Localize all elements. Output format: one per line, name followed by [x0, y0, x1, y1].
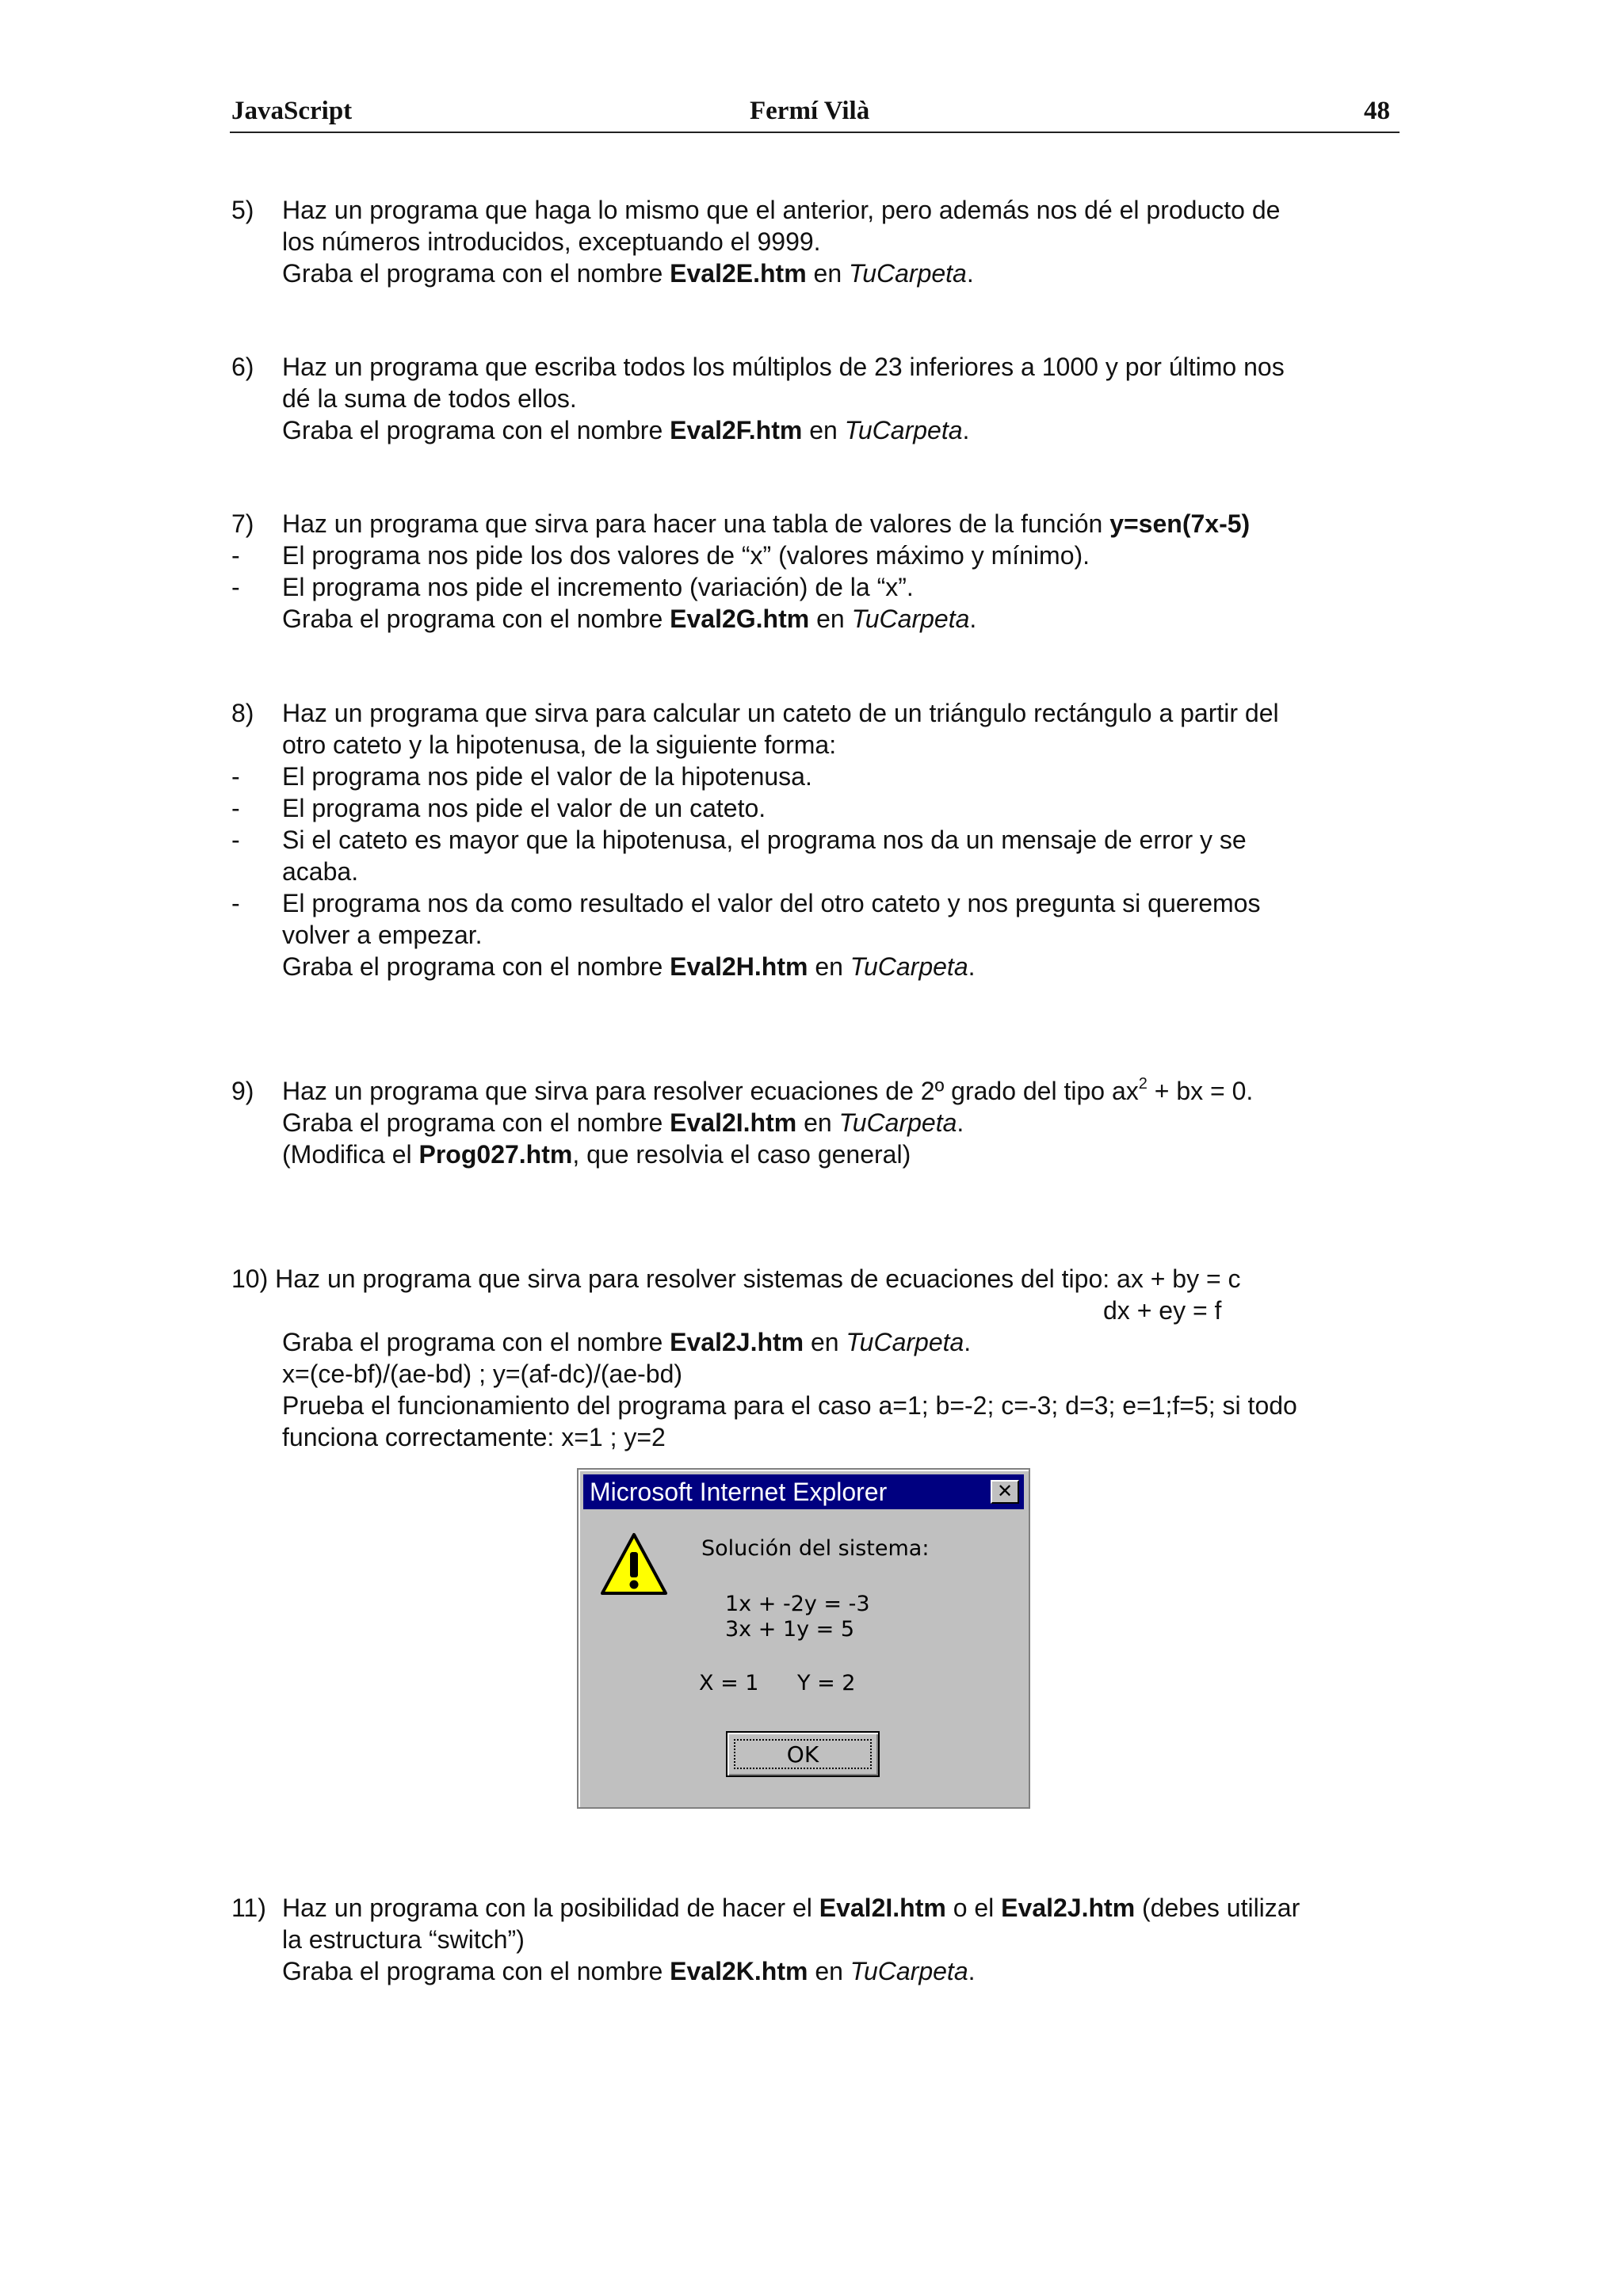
- item-text: otro cateto y la hipotenusa, de la siguiente forma:: [282, 730, 837, 759]
- file-name: Prog027.htm: [418, 1140, 573, 1169]
- exercise-6: [231, 351, 1404, 446]
- bullet-dash: -: [231, 762, 240, 791]
- item-text: los números introducidos, exceptuando el 9999.: [282, 227, 821, 256]
- item-text: la estructura “switch”): [282, 1925, 525, 1954]
- dialog-x-result: X = 1: [699, 1671, 759, 1695]
- item-text: 10) Haz un programa que sirva para resolver sistemas de ecuaciones del tipo: ax + by = c: [231, 1264, 1241, 1293]
- folder-name: TuCarpeta: [846, 1328, 964, 1356]
- dialog-y-result: Y = 2: [797, 1671, 856, 1695]
- exercise-9: [231, 1075, 1404, 1170]
- file-name: Eval2F.htm: [670, 416, 803, 444]
- exercise-7: [231, 508, 1404, 635]
- equation-second-line: dx + ey = f: [1103, 1296, 1222, 1325]
- item-text: Haz un programa que sirva para resolver ecuaciones de 2º grado del tipo $ax^2$ + bx = 0.: [282, 1075, 1254, 1105]
- bullet-dash: -: [231, 541, 240, 570]
- exercise-11: [231, 1892, 1404, 1987]
- item-number: 9): [231, 1077, 254, 1105]
- item-text: Haz un programa que haga lo mismo que el anterior, pero además nos dé el producto de: [282, 196, 1281, 224]
- bullet-text: El programa nos pide el incremento (variación) de la “x”.: [282, 573, 914, 601]
- exercise-8: [231, 697, 1404, 982]
- dialog-equation: 1x + -2y = -3: [725, 1592, 870, 1616]
- test-instruction: funciona correctamente: x=1 ; y=2: [282, 1423, 666, 1451]
- file-name: Eval2J.htm: [1001, 1894, 1136, 1922]
- dialog-equation: 3x + 1y = 5: [725, 1617, 855, 1642]
- warning-icon: [601, 1531, 667, 1598]
- exercise-5: [231, 194, 1404, 289]
- save-instruction: Graba el programa con el nombre Eval2G.htm en TuCarpeta.: [282, 605, 977, 633]
- dialog-title-bar: [583, 1474, 1024, 1509]
- bullet-text: El programa nos pide los dos valores de “x” (valores máximo y mínimo).: [282, 541, 1090, 570]
- item-number: 5): [231, 196, 254, 224]
- file-name: Eval2I.htm: [819, 1894, 946, 1922]
- item-text: dé la suma de todos ellos.: [282, 384, 577, 413]
- exercise-10: [231, 1263, 1404, 1453]
- header-left: JavaScript: [231, 97, 353, 125]
- header-rule: [230, 132, 1400, 133]
- bullet-text: El programa nos da como resultado el valor del otro cateto y nos pregunta si queremos: [282, 889, 1261, 917]
- file-name: Eval2E.htm: [670, 259, 807, 288]
- item-number: 6): [231, 353, 254, 381]
- bullet-text: Si el cateto es mayor que la hipotenusa, el programa nos da un mensaje de error y se: [282, 826, 1247, 854]
- bullet-dash: -: [231, 794, 240, 822]
- close-icon[interactable]: ✕: [991, 1480, 1019, 1504]
- formula: x=(ce-bf)/(ae-bd) ; y=(af-dc)/(ae-bd): [282, 1360, 683, 1388]
- save-instruction: Graba el programa con el nombre Eval2K.htm en TuCarpeta.: [282, 1957, 976, 1985]
- bullet-dash: -: [231, 826, 240, 854]
- page-number: 48: [1364, 97, 1390, 125]
- ok-button[interactable]: [726, 1731, 880, 1777]
- bullet-dash: -: [231, 573, 240, 601]
- save-instruction: Graba el programa con el nombre Eval2F.htm en TuCarpeta.: [282, 416, 970, 444]
- folder-name: TuCarpeta: [850, 1957, 968, 1985]
- file-name: Eval2G.htm: [670, 605, 810, 633]
- bullet-text: El programa nos pide el valor de la hipotenusa.: [282, 762, 812, 791]
- item-text: Haz un programa que sirva para calcular un cateto de un triángulo rectángulo a partir del: [282, 699, 1279, 727]
- file-name: Eval2H.htm: [670, 952, 808, 981]
- bullet-text: volver a empezar.: [282, 921, 483, 949]
- bullet-dash: -: [231, 889, 240, 917]
- file-name: Eval2K.htm: [670, 1957, 808, 1985]
- ok-button-label: OK: [734, 1739, 872, 1769]
- item-number: 7): [231, 509, 254, 538]
- test-instruction: Prueba el funcionamiento del programa para el caso a=1; b=-2; c=-3; d=3; e=1;f=5; si todo: [282, 1391, 1297, 1420]
- dialog-title: Microsoft Internet Explorer: [590, 1478, 888, 1506]
- file-name: Eval2J.htm: [670, 1328, 804, 1356]
- dialog-heading: Solución del sistema:: [701, 1536, 930, 1561]
- bullet-text: acaba.: [282, 857, 359, 886]
- header-author: Fermí Vilà: [750, 97, 870, 125]
- item-number: 8): [231, 699, 254, 727]
- modify-note: (Modifica el Prog027.htm, que resolvia el caso general): [282, 1140, 911, 1169]
- folder-name: TuCarpeta: [838, 1108, 957, 1137]
- folder-name: TuCarpeta: [844, 416, 963, 444]
- folder-name: TuCarpeta: [849, 259, 967, 288]
- save-instruction: Graba el programa con el nombre Eval2H.htm en TuCarpeta.: [282, 952, 976, 981]
- message-dialog: [577, 1468, 1030, 1809]
- save-instruction: Graba el programa con el nombre Eval2I.htm en TuCarpeta.: [282, 1108, 964, 1137]
- save-instruction: Graba el programa con el nombre Eval2J.htm en TuCarpeta.: [282, 1328, 972, 1356]
- folder-name: TuCarpeta: [850, 952, 968, 981]
- item-number: 11): [231, 1894, 266, 1922]
- folder-name: TuCarpeta: [851, 605, 970, 633]
- item-text: Haz un programa con la posibilidad de hacer el Eval2I.htm o el Eval2J.htm (debes utilizar: [282, 1894, 1300, 1922]
- function-expression: y=sen(7x-5): [1109, 509, 1251, 538]
- item-text: Haz un programa que sirva para hacer una tabla de valores de la función y=sen(7x-5): [282, 509, 1251, 538]
- bullet-text: El programa nos pide el valor de un cateto.: [282, 794, 766, 822]
- save-instruction: Graba el programa con el nombre Eval2E.htm en TuCarpeta.: [282, 259, 974, 288]
- file-name: Eval2I.htm: [670, 1108, 797, 1137]
- item-text: Haz un programa que escriba todos los múltiplos de 23 inferiores a 1000 y por último nos: [282, 353, 1285, 381]
- exponent: 2: [1138, 1075, 1148, 1093]
